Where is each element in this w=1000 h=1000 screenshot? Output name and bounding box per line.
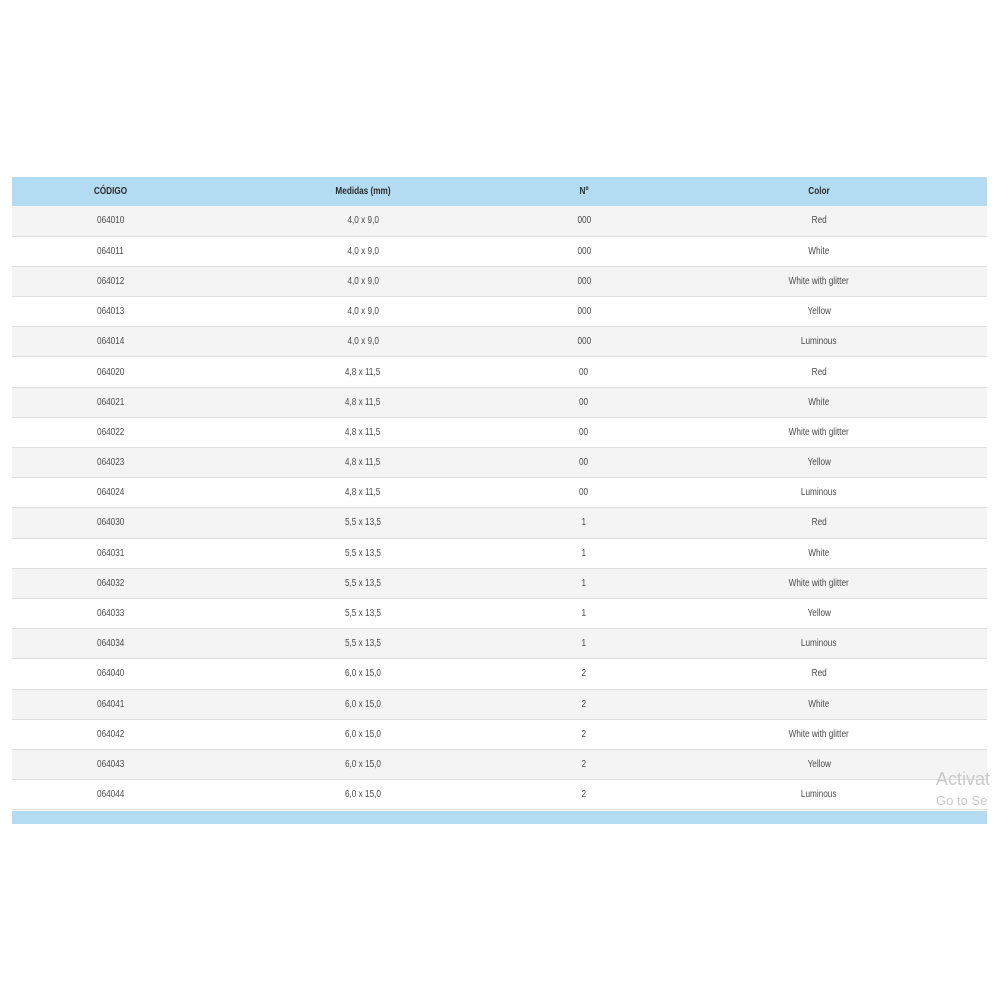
table-row [12,598,987,628]
cell-medidas [209,749,517,779]
cell-numero [517,719,651,749]
table-row [12,659,987,689]
cell-medidas [209,387,517,417]
cell-numero-text: 1 [581,547,587,559]
cell-codigo-text: 064043 [96,758,125,770]
cell-color-text: White [808,547,830,559]
cell-medidas [209,297,517,327]
cell-color [651,387,987,417]
cell-codigo [12,508,209,538]
cell-codigo-text: 064020 [96,366,125,378]
cell-color-text: Red [811,668,827,680]
header-codigo: CÓDIGO [93,186,128,197]
cell-medidas [209,478,517,508]
cell-color [651,719,987,749]
cell-numero [517,357,651,387]
table-row [12,266,987,296]
cell-codigo-text: 064041 [96,698,125,710]
cell-numero [517,598,651,628]
cell-medidas [209,508,517,538]
cell-medidas-text: 5,5 x 13,5 [344,517,382,529]
cell-numero-text: 00 [579,487,589,499]
cell-color [651,689,987,719]
table-row [12,689,987,719]
cell-numero [517,327,651,357]
cell-codigo [12,357,209,387]
cell-numero-text: 000 [577,275,591,287]
table-row [12,297,987,327]
cell-numero-text: 1 [581,517,587,529]
cell-numero [517,417,651,447]
cell-medidas-text: 4,8 x 11,5 [345,457,381,469]
table-header [12,177,987,206]
cell-medidas-text: 4,0 x 9,0 [347,245,379,257]
cell-codigo-text: 064014 [96,336,125,348]
cell-numero-text: 000 [577,245,591,257]
cell-color [651,297,987,327]
cell-codigo [12,297,209,327]
watermark-subtitle: Go to Se [936,793,988,808]
cell-numero [517,689,651,719]
cell-numero-text: 1 [581,577,587,589]
cell-codigo [12,749,209,779]
cell-numero-text: 000 [577,306,591,318]
cell-color-text: White [808,698,830,710]
cell-color [651,478,987,508]
cell-medidas [209,448,517,478]
cell-color-text: White with glitter [788,728,850,740]
cell-color [651,266,987,296]
cell-codigo-text: 064024 [96,487,125,499]
cell-codigo-text: 064022 [96,426,125,438]
cell-medidas [209,266,517,296]
cell-color-text: Luminous [801,487,837,499]
cell-codigo [12,568,209,598]
cell-medidas [209,780,517,810]
cell-color [651,448,987,478]
table-row [12,206,987,236]
cell-color-text: White with glitter [788,577,850,589]
cell-numero [517,206,651,236]
cell-numero [517,387,651,417]
cell-numero-text: 2 [581,728,587,740]
cell-codigo [12,327,209,357]
cell-color-text: Luminous [801,789,837,801]
cell-codigo-text: 064021 [96,396,125,408]
cell-numero [517,448,651,478]
cell-medidas-text: 5,5 x 13,5 [344,547,382,559]
cell-codigo [12,417,209,447]
cell-codigo-text: 064044 [96,789,125,801]
cell-codigo [12,659,209,689]
cell-medidas-text: 5,5 x 13,5 [344,638,382,650]
cell-medidas-text: 4,0 x 9,0 [347,215,379,227]
header-color: Color [808,186,830,197]
cell-numero [517,629,651,659]
cell-codigo [12,206,209,236]
cell-color-text: White [808,396,830,408]
cell-numero [517,568,651,598]
cell-numero [517,297,651,327]
cell-color-text: White [808,245,830,257]
cell-color-text: Yellow [807,306,831,318]
table-footer-bar [12,811,987,824]
product-table [12,177,987,810]
table-row [12,568,987,598]
table-row [12,719,987,749]
cell-codigo [12,629,209,659]
product-table-container [12,177,987,824]
cell-numero [517,780,651,810]
cell-color [651,538,987,568]
cell-codigo [12,266,209,296]
cell-codigo [12,780,209,810]
cell-codigo-text: 064042 [96,728,125,740]
cell-medidas-text: 4,8 x 11,5 [345,366,381,378]
cell-numero-text: 00 [579,426,589,438]
cell-codigo [12,448,209,478]
cell-color [651,508,987,538]
cell-numero-text: 2 [581,698,587,710]
cell-medidas [209,236,517,266]
cell-medidas [209,206,517,236]
header-row [12,177,987,206]
cell-medidas [209,417,517,447]
cell-medidas-text: 6,0 x 15,0 [344,789,382,801]
cell-medidas-text: 4,0 x 9,0 [347,336,379,348]
cell-color [651,568,987,598]
cell-color-text: Yellow [807,758,831,770]
cell-numero [517,478,651,508]
cell-color [651,417,987,447]
cell-codigo-text: 064033 [96,608,125,620]
table-row [12,417,987,447]
watermark-title: Activat [936,769,991,789]
cell-codigo [12,719,209,749]
cell-color-text: Yellow [807,457,831,469]
table-body [12,206,987,810]
table-row [12,780,987,810]
cell-medidas-text: 6,0 x 15,0 [344,728,382,740]
cell-codigo-text: 064011 [97,245,124,257]
cell-numero-text: 1 [581,608,587,620]
cell-codigo-text: 064031 [96,547,125,559]
cell-numero-text: 000 [577,336,591,348]
cell-color [651,206,987,236]
cell-numero [517,236,651,266]
table-row [12,629,987,659]
cell-numero-text: 2 [581,789,587,801]
table-row [12,387,987,417]
cell-medidas-text: 5,5 x 13,5 [344,577,382,589]
cell-color-text: Yellow [807,608,831,620]
cell-color [651,236,987,266]
cell-codigo-text: 064032 [96,577,125,589]
cell-color [651,357,987,387]
cell-medidas-text: 4,0 x 9,0 [347,306,379,318]
cell-numero [517,266,651,296]
cell-codigo [12,478,209,508]
cell-codigo [12,689,209,719]
cell-color-text: Red [811,517,827,529]
cell-numero [517,538,651,568]
cell-numero-text: 00 [579,457,589,469]
cell-medidas [209,689,517,719]
table-row [12,357,987,387]
cell-codigo [12,598,209,628]
cell-color-text: White with glitter [788,426,850,438]
table-row [12,448,987,478]
cell-numero-text: 2 [581,668,587,680]
cell-codigo [12,538,209,568]
table-row [12,749,987,779]
cell-codigo-text: 064023 [96,457,125,469]
cell-numero-text: 00 [579,396,589,408]
cell-codigo [12,236,209,266]
cell-color [651,659,987,689]
table-row [12,236,987,266]
cell-color-text: Luminous [801,336,837,348]
cell-numero [517,659,651,689]
cell-color-text: Red [811,215,827,227]
cell-codigo-text: 064040 [96,668,125,680]
cell-codigo [12,387,209,417]
cell-codigo-text: 064010 [96,215,125,227]
cell-medidas-text: 6,0 x 15,0 [344,698,382,710]
table-row [12,478,987,508]
cell-codigo-text: 064034 [96,638,125,650]
cell-numero [517,508,651,538]
cell-medidas-text: 4,8 x 11,5 [345,487,381,499]
cell-medidas [209,629,517,659]
cell-medidas-text: 6,0 x 15,0 [344,668,382,680]
cell-medidas [209,719,517,749]
cell-numero-text: 00 [579,366,589,378]
cell-codigo-text: 064013 [96,306,125,318]
cell-color-text: White with glitter [788,275,850,287]
header-numero: Nº [579,186,589,197]
cell-medidas [209,538,517,568]
cell-medidas [209,598,517,628]
cell-color-text: Luminous [801,638,837,650]
header-medidas: Medidas (mm) [335,186,391,197]
cell-medidas [209,357,517,387]
cell-color [651,629,987,659]
cell-medidas-text: 4,0 x 9,0 [347,275,379,287]
cell-medidas-text: 4,8 x 11,5 [345,426,381,438]
cell-medidas-text: 4,8 x 11,5 [345,396,381,408]
cell-medidas [209,327,517,357]
cell-color [651,598,987,628]
cell-numero-text: 2 [581,758,587,770]
cell-codigo-text: 064030 [96,517,125,529]
cell-medidas [209,659,517,689]
cell-medidas-text: 6,0 x 15,0 [344,758,382,770]
cell-color [651,327,987,357]
table-row [12,508,987,538]
cell-codigo-text: 064012 [96,275,125,287]
table-row [12,327,987,357]
cell-numero-text: 1 [581,638,587,650]
cell-medidas [209,568,517,598]
activation-watermark [936,770,990,807]
cell-numero-text: 000 [577,215,591,227]
cell-numero [517,749,651,779]
cell-color-text: Red [811,366,827,378]
cell-medidas-text: 5,5 x 13,5 [344,608,382,620]
table-row [12,538,987,568]
